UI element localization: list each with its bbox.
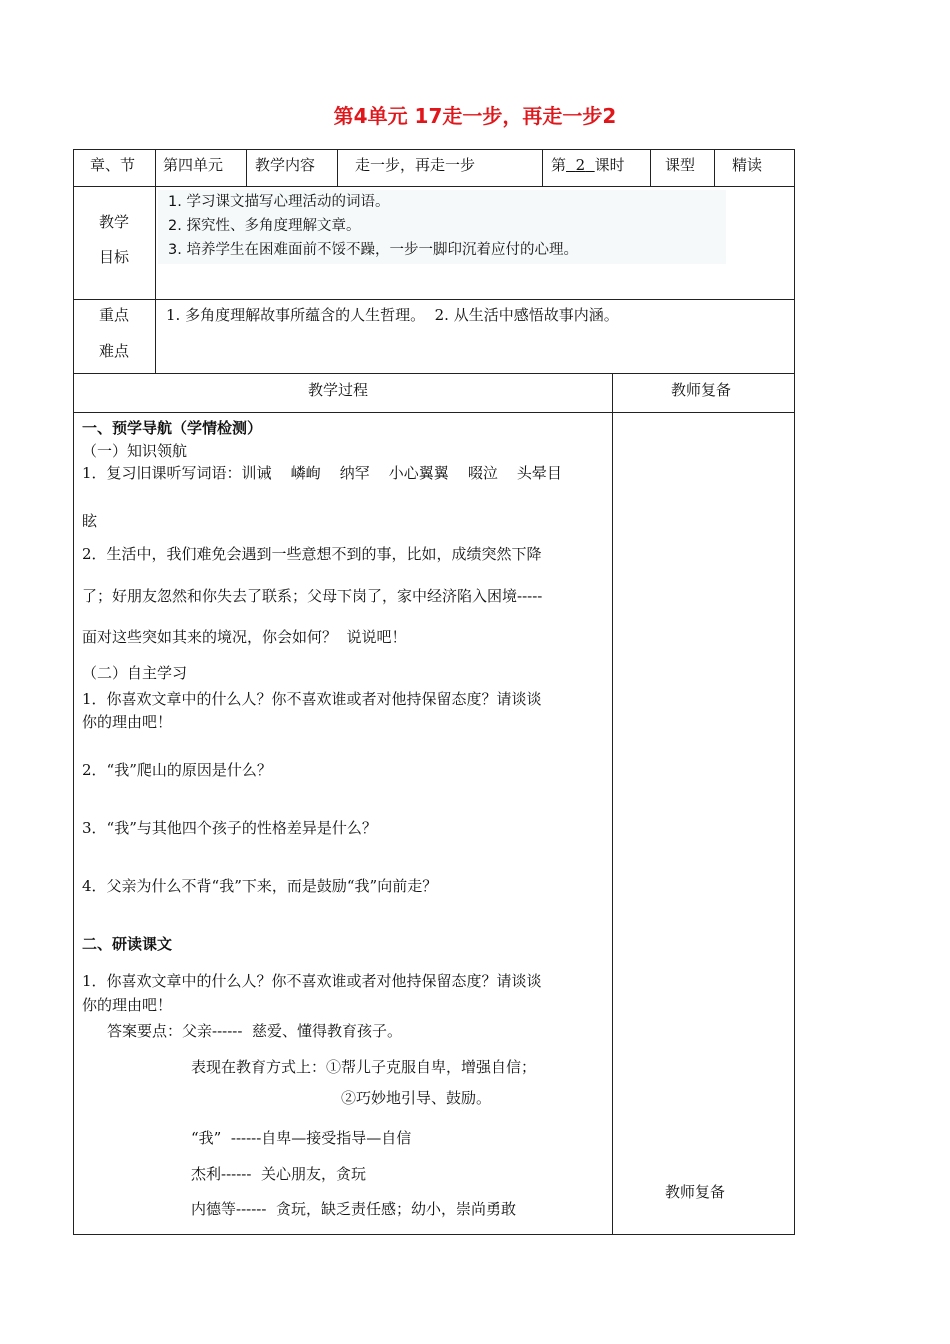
answer-ned: 内德等------ 贪玩，缺乏责任感；幼小，崇尚勇敢 bbox=[191, 1200, 516, 1218]
a3: 3．“我”与其他四个孩子的性格差异是什么？ bbox=[82, 819, 377, 837]
chapter-value: 第四单元 bbox=[163, 156, 224, 174]
answer-me: “我” ------自卑—接受指导—自信 bbox=[191, 1129, 412, 1147]
q1-line2: 眩 bbox=[82, 512, 98, 530]
goal-item: 3. 培养学生在困难面前不馁不躁，一步一脚印沉着应付的心理。 bbox=[168, 242, 578, 258]
q1-line1: 1．复习旧课听写词语：训诫 嶙峋 纳罕 小心翼翼 啜泣 头晕目 bbox=[82, 464, 562, 482]
a2: 2．“我”爬山的原因是什么？ bbox=[82, 761, 272, 779]
process-header: 教学过程 bbox=[308, 381, 369, 399]
q2-line1: 2．生活中，我们难免会遇到一些意想不到的事，比如，成绩突然下降 bbox=[82, 545, 542, 563]
section1-sub2: （二）自主学习 bbox=[82, 664, 188, 682]
teacher-note: 教师复备 bbox=[665, 1183, 726, 1201]
s2-q-line1: 1．你喜欢文章中的什么人？你不喜欢谁或者对他持保留态度？请谈谈 bbox=[82, 972, 542, 990]
q2-line2: 了；好朋友忽然和你失去了联系；父母下岗了，家中经济陷入困境----- bbox=[82, 587, 543, 605]
answer-father: 答案要点：父亲------ 慈爱、懂得教育孩子。 bbox=[107, 1022, 402, 1040]
page-title: 第4单元 17走一步，再走一步2 bbox=[333, 104, 617, 128]
goals-label-2: 目标 bbox=[99, 248, 130, 266]
key-points-label-1: 重点 bbox=[99, 306, 130, 324]
q2-line3: 面对这些突如其来的境况，你会如何？ 说说吧！ bbox=[82, 628, 407, 646]
goal-item: 1. 学习课文描写心理活动的词语。 bbox=[168, 194, 390, 210]
type-value: 精读 bbox=[732, 156, 763, 174]
content-value: 走一步，再走一步 bbox=[355, 156, 476, 174]
type-label: 课型 bbox=[665, 156, 696, 174]
goal-item: 2. 探究性、多角度理解文章。 bbox=[168, 218, 361, 234]
key-points-text: 1. 多角度理解故事所蕴含的人生哲理。 2. 从生活中感悟故事内涵。 bbox=[166, 306, 619, 324]
answer-jerry: 杰利------ 关心朋友，贪玩 bbox=[191, 1165, 366, 1183]
teacher-header: 教师复备 bbox=[671, 381, 732, 399]
chapter-label: 章、节 bbox=[90, 156, 136, 174]
key-points-label-2: 难点 bbox=[99, 342, 130, 360]
answer-method-2: ②巧妙地引导、鼓励。 bbox=[341, 1089, 492, 1107]
s2-q-line2: 你的理由吧！ bbox=[82, 996, 173, 1014]
section1-sub1: （一）知识领航 bbox=[82, 442, 188, 460]
answer-method-1: 表现在教育方式上：①帮儿子克服自卑，增强自信； bbox=[191, 1058, 537, 1076]
lesson-number: 第 2 课时 bbox=[551, 156, 625, 174]
a4: 4．父亲为什么不背“我”下来，而是鼓励“我”向前走？ bbox=[82, 877, 438, 895]
a1-line1: 1．你喜欢文章中的什么人？你不喜欢谁或者对他持保留态度？请谈谈 bbox=[82, 690, 542, 708]
goals-list bbox=[158, 190, 726, 264]
content-label: 教学内容 bbox=[255, 156, 316, 174]
goals-label-1: 教学 bbox=[99, 213, 130, 231]
section2-heading: 二、研读课文 bbox=[82, 935, 173, 953]
section1-heading: 一、预学导航（学情检测） bbox=[82, 419, 263, 437]
a1-line2: 你的理由吧！ bbox=[82, 713, 173, 731]
